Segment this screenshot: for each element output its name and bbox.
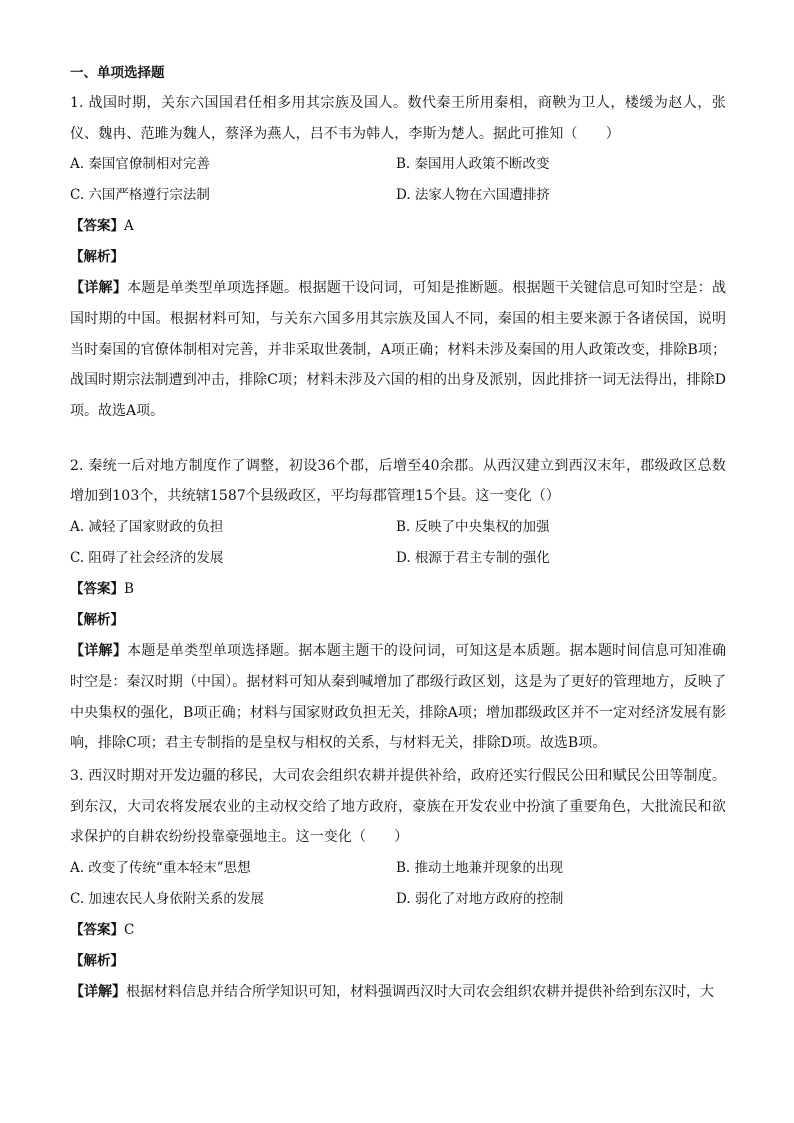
document-content: [70, 58, 726, 1007]
option-d: D. 弱化了对地方政府的控制: [396, 890, 564, 907]
option-a: A. 改变了传统“重本轻末”思想: [70, 859, 251, 876]
detail-paragraph: 【详解】本题是单类型单项选择题。据本题主题干的设问词，可知这是本质题。据本题时间信息可知准确时空是：秦汉时期（中国）。据材料可知从秦到喊增加了郡级行政区划，这是为了更好的管理地方，反映了中央集权的强化，B项正确；材料与国家财政负担无关，排除A项；增加郡级政区并不一定对经济发展有影响，排除C项；君主专制指的是皇权与相权的关系，与材料无关，排除D项。故选B项。: [70, 642, 727, 752]
answer-line: 【答案】C: [70, 921, 135, 938]
option-a: A. 减轻了国家财政的负担: [70, 518, 224, 535]
option-b: B. 反映了中央集权的加强: [396, 518, 550, 535]
question-stem: 1. 战国时期，关东六国国君任相多用其宗族及国人。数代秦王所用秦相，商鞅为卫人，楼缓为赵人，张仪、魏冉、范雎为魏人，蔡泽为燕人，吕不韦为韩人，李斯为楚人。据此可推知（ ）: [70, 95, 726, 142]
analysis-line: 【解析】: [70, 611, 124, 628]
question-stem: 3. 西汉时期对开发边疆的移民，大司农会组织农耕并提供补给，政府还实行假民公田和赋民公田等制度。到东汉，大司农将发展农业的主动权交给了地方政府，豪族在开发农业中扮演了重要角色，大批流民和欲求保护的自耕农纷纷投靠豪强地主。这一变化（ ）: [70, 768, 726, 846]
options: [70, 853, 726, 915]
analysis-label: 解析: [83, 611, 111, 628]
options: [70, 512, 726, 574]
option-b: B. 秦国用人政策不断改变: [396, 156, 550, 172]
analysis-label: 解析: [83, 952, 111, 969]
option-d: D. 法家人物在六国遭排挤: [396, 187, 550, 203]
detail-label: 详解: [84, 642, 113, 659]
options: [70, 149, 726, 211]
option-c: C. 阻碍了社会经济的发展: [70, 549, 224, 566]
answer-label: 答案: [83, 921, 111, 938]
option-c: C. 六国严格遵行宗法制: [70, 187, 210, 203]
detail-paragraph: 【详解】根据材料信息并结合所学知识可知，材料强调西汉时大司农会组织农耕并提供补给到东汉时，大: [70, 983, 714, 1000]
detail-text: 本题是单类型单项选择题。根据题干设问词，可知是推断题。根据题干关键信息可知时空是：战国时期的中国。根据材料可知，与关东六国多用其宗族及国人不同，秦国的相主要来源于各诸侯国，说明当时秦国的官僚体制相对完善，并非采取世袭制，A项正确；材料未涉及秦国的用人政策改变，排除B项；战国时期宗法制遭到冲击，排除C项；材料未涉及六国的相的出身及派别，因此排挤一词无法得出，排除D项。故选A项。: [70, 280, 727, 420]
option-c: C. 加速农民人身依附关系的发展: [70, 890, 264, 907]
detail-paragraph: 【详解】本题是单类型单项选择题。根据题干设问词，可知是推断题。根据题干关键信息可知时空是：战国时期的中国。根据材料可知，与关东六国多用其宗族及国人不同，秦国的相主要来源于各诸侯国，说明当时秦国的官僚体制相对完善，并非采取世袭制，A项正确；材料未涉及秦国的用人政策改变，排除B项；战国时期宗法制遭到冲击，排除C项；材料未涉及六国的相的出身及派别，因此排挤一词无法得出，排除D项。故选A项。: [70, 280, 727, 420]
answer-value: C: [124, 921, 135, 938]
option-d: D. 根源于君主专制的强化: [396, 549, 550, 566]
detail-label: 详解: [84, 280, 113, 296]
answer-label: 答案: [83, 580, 111, 597]
option-a: A. 秦国官僚制相对完善: [70, 156, 210, 172]
analysis-line: 【解析】: [70, 952, 124, 969]
question-stem: 2. 秦统一后对地方制度作了调整，初设36个郡，后增至40余郡。从西汉建立到西汉末年，郡级政区总数增加到103个，共统辖1587个县级政区，平均每郡管理15个县。这一变化（）: [70, 457, 726, 505]
analysis-line: 【解析】: [70, 249, 124, 265]
question-2: [70, 451, 726, 759]
answer-value: A: [124, 218, 134, 234]
answer-line: 【答案】B: [70, 580, 134, 597]
answer-line: 【答案】A: [70, 218, 134, 234]
question-3: [70, 761, 726, 1007]
answer-value: B: [124, 580, 134, 597]
detail-label: 详解: [84, 983, 112, 1000]
section-title: 一、单项选择题: [70, 65, 165, 81]
detail-text: 本题是单类型单项选择题。据本题主题干的设问词，可知这是本质题。据本题时间信息可知准确时空是：秦汉时期（中国）。据材料可知从秦到喊增加了郡级行政区划，这是为了更好的管理地方，反映了中央集权的强化，B项正确；材料与国家财政负担无关，排除A项；增加郡级政区并不一定对经济发展有影响，排除C项；君主专制指的是皇权与相权的关系，与材料无关，排除D项。故选B项。: [70, 642, 727, 752]
option-b: B. 推动土地兼并现象的出现: [396, 859, 564, 876]
question-1: [70, 88, 726, 427]
answer-label: 答案: [83, 218, 111, 234]
analysis-label: 解析: [83, 249, 111, 265]
detail-text: 根据材料信息并结合所学知识可知，材料强调西汉时大司农会组织农耕并提供补给到东汉时，大: [126, 983, 714, 1000]
